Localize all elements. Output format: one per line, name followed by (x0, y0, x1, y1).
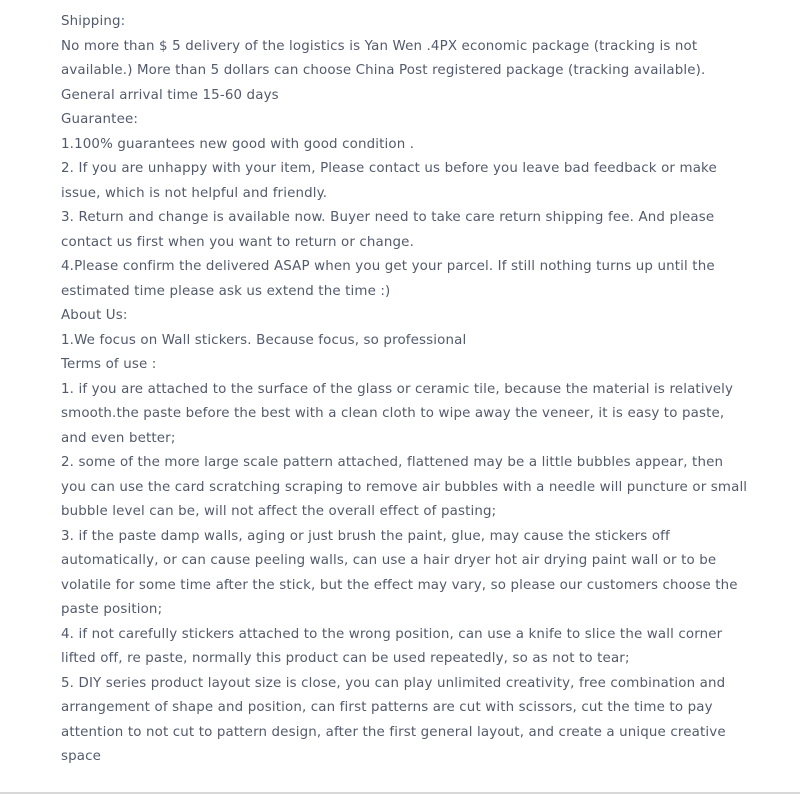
arrival-time-text: General arrival time 15-60 days (61, 87, 279, 103)
terms-item-2: 2. some of the more large scale pattern attached, flattened may be a little bubbles appear, then you can use the card scratching scraping to remove air bubbles with a needle will puncture or small bubble level can be, will not affect the overall effect of pasting; (61, 455, 748, 519)
guarantee-item-3: 3. Return and change is available now. Buyer need to take care return shipping fee. And please contact us first when you want to return or change. (61, 210, 715, 250)
about-us-heading: About Us: (61, 308, 128, 323)
guarantee-heading: Guarantee: (61, 112, 139, 127)
shipping-logistics-text: No more than $ 5 delivery of the logistics is Yan Wen .4PX economic package (tracking is not available.) More than 5 dollars can choose China Post registered package (tracking available). (61, 38, 706, 78)
guarantee-item-4: 4.Please confirm the delivered ASAP when you get your parcel. If still nothing turns up until the estimated time please ask us extend the time :) (61, 259, 715, 299)
about-us-item-1: 1.We focus on Wall stickers. Because focus, so professional (61, 332, 467, 348)
shipping-heading: Shipping: (61, 14, 126, 29)
terms-item-1: 1. if you are attached to the surface of the glass or ceramic tile, because the material is relatively smooth.the paste before the best with a clean cloth to wipe away the veneer, it is easy to paste, and even better; (61, 381, 734, 446)
terms-item-5: 5. DIY series product layout size is close, you can play unlimited creativity, free combination and arrangement of shape and position, can first patterns are cut with scissors, cut the time to pay attention to not cut to pattern design, after the first general layout, and create a unique creative space (61, 675, 726, 764)
guarantee-item-2: 2. If you are unhappy with your item, Please contact us before you leave bad feedback or make issue, which is not helpful and friendly. (61, 161, 717, 201)
guarantee-item-1: 1.100% guarantees new good with good condition . (61, 136, 415, 152)
terms-of-use-heading: Terms of use : (61, 357, 157, 372)
terms-item-3: 3. if the paste damp walls, aging or just brush the paint, glue, may cause the stickers off automatically, or can cause peeling walls, can use a hair dryer hot air drying paint wall or to be volatile for some time after the stick, but the effect may vary, so please our customers choose the paste position; (61, 528, 738, 617)
terms-item-4: 4. if not carefully stickers attached to the wrong position, can use a knife to slice the wall corner lifted off, re paste, normally this product can be used repeatedly, so as not to tear; (61, 626, 723, 666)
description-text-block (61, 10, 751, 770)
